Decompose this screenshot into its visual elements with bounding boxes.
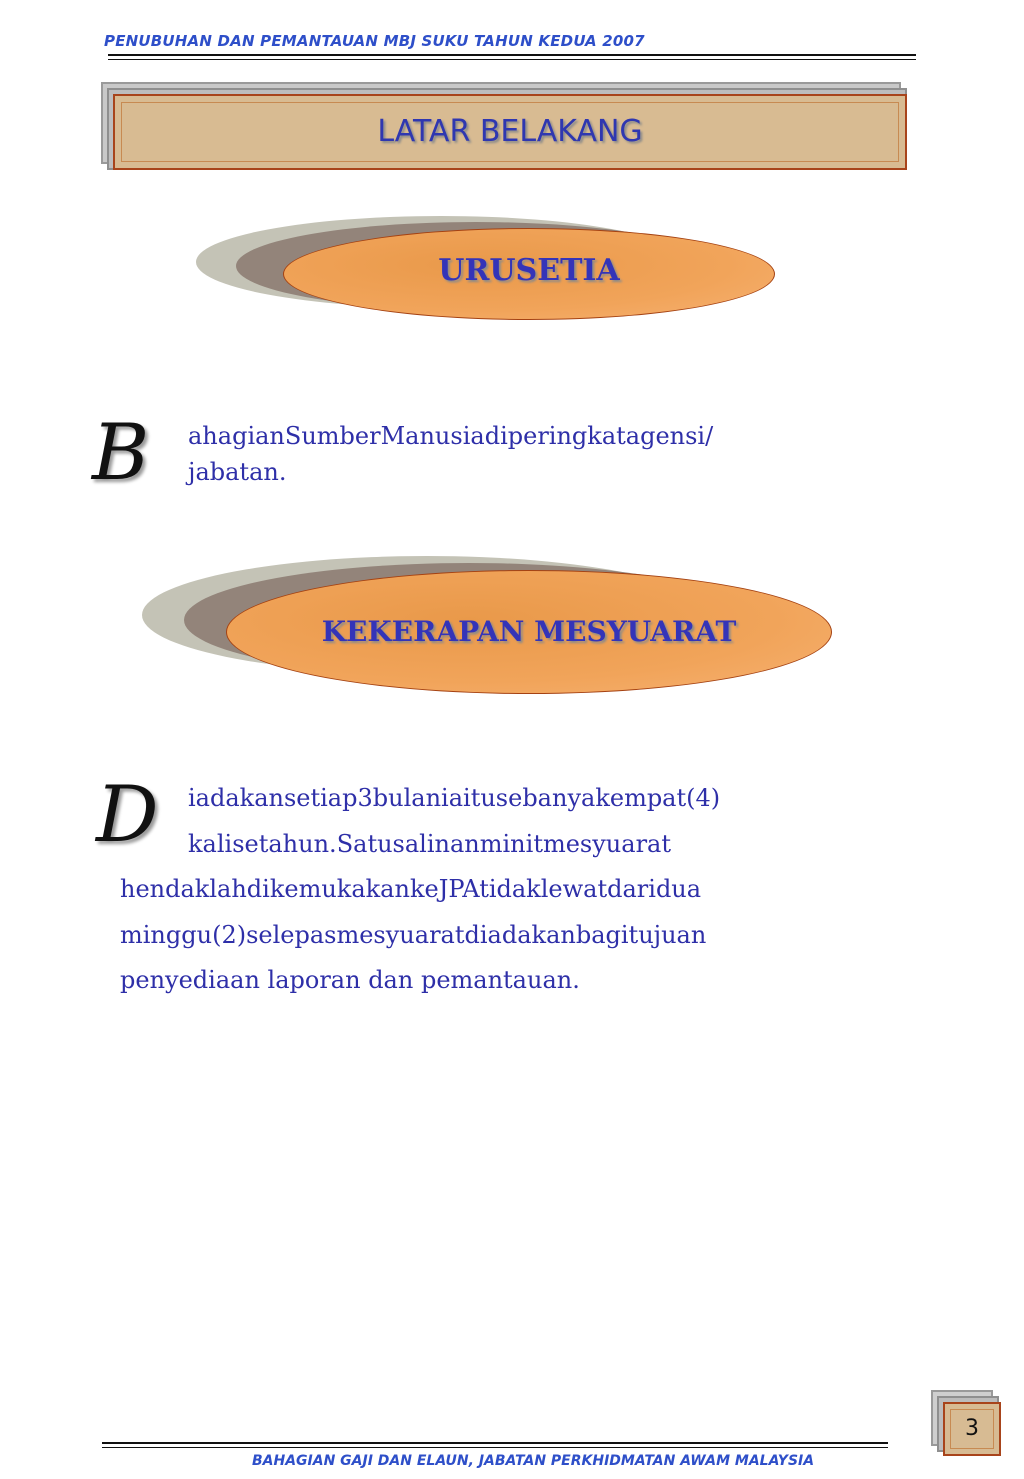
header-rule-top <box>108 54 916 56</box>
word: peringkat <box>507 422 626 450</box>
page-number-box <box>943 1402 1001 1456</box>
paragraph-line: jabatan. <box>188 458 287 486</box>
paragraph-line: penyediaan laporan dan pemantauan. <box>120 966 580 994</box>
paragraph-line <box>120 913 900 959</box>
running-footer: BAHAGIAN GAJI DAN ELAUN, JABATAN PERKHIDMATAN AWAM MALAYSIA <box>252 1453 815 1469</box>
word: minggu <box>120 920 213 949</box>
paragraph-kekerapan-indented <box>188 776 900 867</box>
word: dikemukakan <box>246 875 410 903</box>
page-title: LATAR BELAKANG <box>377 114 643 149</box>
word: setiap <box>283 784 358 812</box>
word: tujuan <box>628 920 707 949</box>
word: kali <box>188 829 233 858</box>
word: dua <box>655 875 702 903</box>
dropcap-b: B <box>92 408 150 498</box>
footer-rule-bottom <box>102 1447 888 1448</box>
paragraph-kekerapan-full <box>120 867 900 1004</box>
word: empat <box>609 784 687 812</box>
word: dari <box>607 875 656 903</box>
word: mesyuarat <box>336 920 465 949</box>
heading-ellipse-kekerapan <box>226 570 832 694</box>
word: Satu <box>336 829 393 858</box>
header-rule-bottom <box>108 59 916 60</box>
word: Manusia <box>380 422 485 450</box>
heading-ellipse-urusetia <box>283 228 775 320</box>
word: diadakan <box>464 920 576 949</box>
word: selepas <box>246 920 337 949</box>
paragraph-line <box>188 776 900 822</box>
word: ahagian <box>188 422 285 450</box>
word: salinan <box>392 829 480 858</box>
page-number: 3 <box>965 1416 979 1441</box>
word: hendaklah <box>120 875 247 903</box>
word: minit <box>479 829 543 858</box>
word: (2) <box>212 920 247 949</box>
word: agensi/ <box>625 422 714 450</box>
word: ke <box>409 875 439 903</box>
word: iaitu <box>441 784 496 812</box>
paragraph-urusetia <box>188 418 898 490</box>
word: lewat <box>540 875 608 903</box>
footer-rule-top <box>102 1442 888 1444</box>
word: JPA <box>438 875 480 903</box>
word: bagi <box>575 920 629 949</box>
word: tidak <box>479 875 541 903</box>
section-heading-kekerapan: KEKERAPAN MESYUARAT <box>321 615 737 648</box>
word: 3 <box>357 784 373 812</box>
word: (4) <box>686 784 721 812</box>
word: bulan <box>372 784 442 812</box>
word: sebanyak <box>495 784 610 812</box>
paragraph-line <box>188 418 898 454</box>
section-heading-urusetia: URUSETIA <box>438 253 620 288</box>
word: di <box>484 422 508 450</box>
word: setahun. <box>232 829 337 858</box>
word: iadakan <box>188 784 284 812</box>
title-banner <box>113 94 907 170</box>
word: Sumber <box>284 422 381 450</box>
running-header: PENUBUHAN DAN PEMANTAUAN MBJ SUKU TAHUN KEDUA 2007 <box>104 32 645 50</box>
dropcap-d: D <box>96 770 159 860</box>
paragraph-line <box>120 867 900 913</box>
word: mesyuarat <box>542 829 671 858</box>
paragraph-line <box>188 822 900 868</box>
